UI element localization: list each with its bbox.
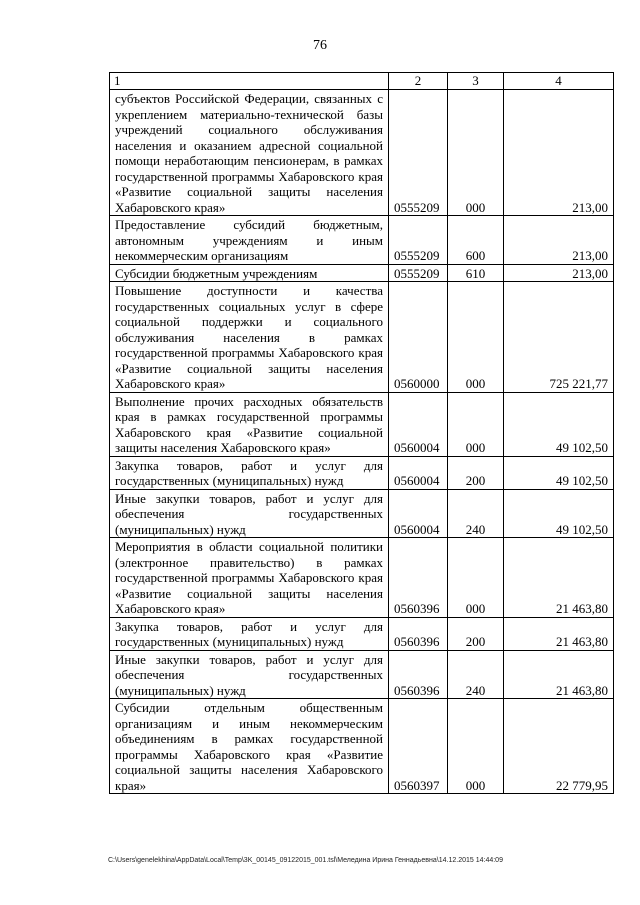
row-name: Закупка товаров, работ и услуг для государственных (муниципальных) нужд: [110, 456, 389, 489]
row-name: Закупка товаров, работ и услуг для государственных (муниципальных) нужд: [110, 617, 389, 650]
row-code: 0555209: [389, 90, 448, 216]
table-row: [110, 90, 614, 216]
table-row: [110, 264, 614, 282]
row-type: 240: [448, 650, 504, 699]
row-name: Выполнение прочих расходных обязательств края в рамках государственной программы Хабаровского края «Развитие социальной защиты населения Хабаровского края»: [110, 392, 389, 456]
row-type: 000: [448, 282, 504, 393]
table-row: [110, 538, 614, 618]
row-code: 0560004: [389, 392, 448, 456]
table-row: [110, 617, 614, 650]
table-row: [110, 650, 614, 699]
row-amount: 213,00: [504, 264, 614, 282]
header-col-2: 2: [389, 73, 448, 90]
header-col-4: 4: [504, 73, 614, 90]
row-code: 0560396: [389, 538, 448, 618]
table-row: [110, 699, 614, 794]
row-amount: 49 102,50: [504, 392, 614, 456]
table-row: [110, 456, 614, 489]
table-row: [110, 392, 614, 456]
row-amount: 49 102,50: [504, 456, 614, 489]
header-col-1: 1: [110, 73, 389, 90]
row-type: 200: [448, 456, 504, 489]
row-type: 610: [448, 264, 504, 282]
row-amount: 21 463,80: [504, 617, 614, 650]
table-row: [110, 489, 614, 538]
row-code: 0560004: [389, 489, 448, 538]
budget-table: [109, 72, 614, 794]
row-name: Субсидии отдельным общественным организациям и иным некоммерческим объединениям в рамках государственной программы Хабаровского края «Развитие социальной защиты населения Хабаровского края»: [110, 699, 389, 794]
row-code: 0560396: [389, 650, 448, 699]
page-number: 76: [313, 38, 327, 53]
row-type: 000: [448, 90, 504, 216]
row-type: 600: [448, 216, 504, 265]
row-type: 200: [448, 617, 504, 650]
row-code: 0555209: [389, 216, 448, 265]
row-code: 0555209: [389, 264, 448, 282]
file-path-footer: C:\Users\genelekhina\AppData\Local\Temp\3K_00145_09122015_001.tsl\Меледина Ирина Геннадьевна\14.12.2015 14:44:09: [108, 857, 503, 864]
table-row: [110, 216, 614, 265]
row-amount: 213,00: [504, 216, 614, 265]
row-code: 0560004: [389, 456, 448, 489]
row-type: 000: [448, 699, 504, 794]
row-type: 000: [448, 392, 504, 456]
row-amount: 21 463,80: [504, 538, 614, 618]
row-amount: 213,00: [504, 90, 614, 216]
row-name: Предоставление субсидий бюджетным, автономным учреждениям и иным некоммерческим организациям: [110, 216, 389, 265]
row-amount: 21 463,80: [504, 650, 614, 699]
row-name: Субсидии бюджетным учреждениям: [110, 264, 389, 282]
row-amount: 22 779,95: [504, 699, 614, 794]
row-code: 0560000: [389, 282, 448, 393]
row-name: Иные закупки товаров, работ и услуг для обеспечения государственных (муниципальных) нужд: [110, 650, 389, 699]
table-row: [110, 282, 614, 393]
row-name: Мероприятия в области социальной политики (электронное правительство) в рамках государственной программы Хабаровского края «Развитие социальной защиты населения Хабаровского края»: [110, 538, 389, 618]
row-type: 000: [448, 538, 504, 618]
row-name: субъектов Российской Федерации, связанных с укреплением материально-технической базы учреждений социального обслуживания населения и оказанием адресной социальной помощи неработающим пенсионерам, в рамках государственной программы Хабаровского края «Развитие социальной защиты населения Хабаровского края»: [110, 90, 389, 216]
row-name: Иные закупки товаров, работ и услуг для обеспечения государственных (муниципальных) нужд: [110, 489, 389, 538]
header-col-3: 3: [448, 73, 504, 90]
row-name: Повышение доступности и качества государственных социальных услуг в сфере социальной поддержки и социального обслуживания населения в рамках государственной программы Хабаровского края «Развитие социальной защиты населения Хабаровского края»: [110, 282, 389, 393]
row-amount: 49 102,50: [504, 489, 614, 538]
row-code: 0560396: [389, 617, 448, 650]
row-code: 0560397: [389, 699, 448, 794]
table-header-row: [110, 73, 614, 90]
row-amount: 725 221,77: [504, 282, 614, 393]
row-type: 240: [448, 489, 504, 538]
